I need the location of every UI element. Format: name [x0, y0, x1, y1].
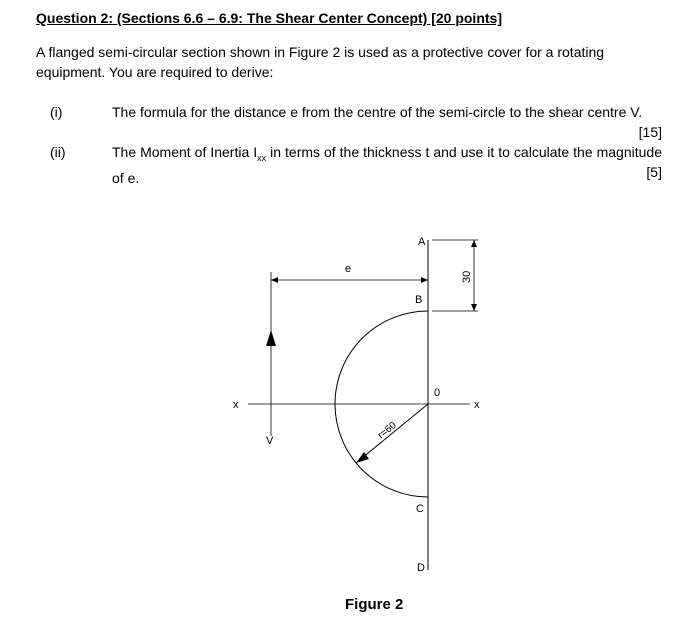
inertia-subscript: xx — [257, 152, 267, 163]
task-number: (i) — [50, 104, 63, 120]
task-marks: [15] — [638, 124, 662, 140]
e-arrow-left — [271, 277, 278, 283]
x-axis-right-label: x — [474, 399, 480, 411]
question-intro: A flanged semi-circular section shown in Figure 2 is used as a protective cover for a rotating equipment. You are required to derive: — [36, 44, 605, 80]
e-arrow-right — [421, 277, 428, 283]
e-label: e — [345, 263, 352, 275]
task-text: The formula for the distance e from the centre of the semi-circle to the shear centre V. — [112, 104, 643, 120]
task-text-end: in terms of the thickness t and use it to calculate the magnitude of e. — [112, 144, 662, 186]
point-d-label: D — [417, 562, 425, 574]
task-marks: [5] — [646, 164, 662, 180]
shear-force-arrow — [266, 330, 276, 346]
task-text-start: The Moment of Inertia I — [112, 144, 258, 160]
radius-label: r=60 — [375, 420, 399, 442]
figure-caption: Figure 2 — [345, 596, 404, 613]
origin-label: 0 — [434, 387, 441, 399]
point-c-label: C — [416, 503, 424, 515]
question-heading: Question 2: (Sections 6.6 – 6.9: The Shear Center Concept) [20 points] — [36, 10, 502, 26]
dim-arrow-bottom — [471, 304, 477, 311]
point-a-label: A — [418, 236, 426, 248]
dim-30-label: 30 — [461, 270, 473, 283]
x-axis-left-label: x — [233, 399, 239, 411]
point-b-label: B — [415, 294, 423, 306]
task-number: (ii) — [50, 144, 66, 160]
v-label: V — [266, 435, 274, 447]
dim-arrow-top — [471, 240, 477, 247]
